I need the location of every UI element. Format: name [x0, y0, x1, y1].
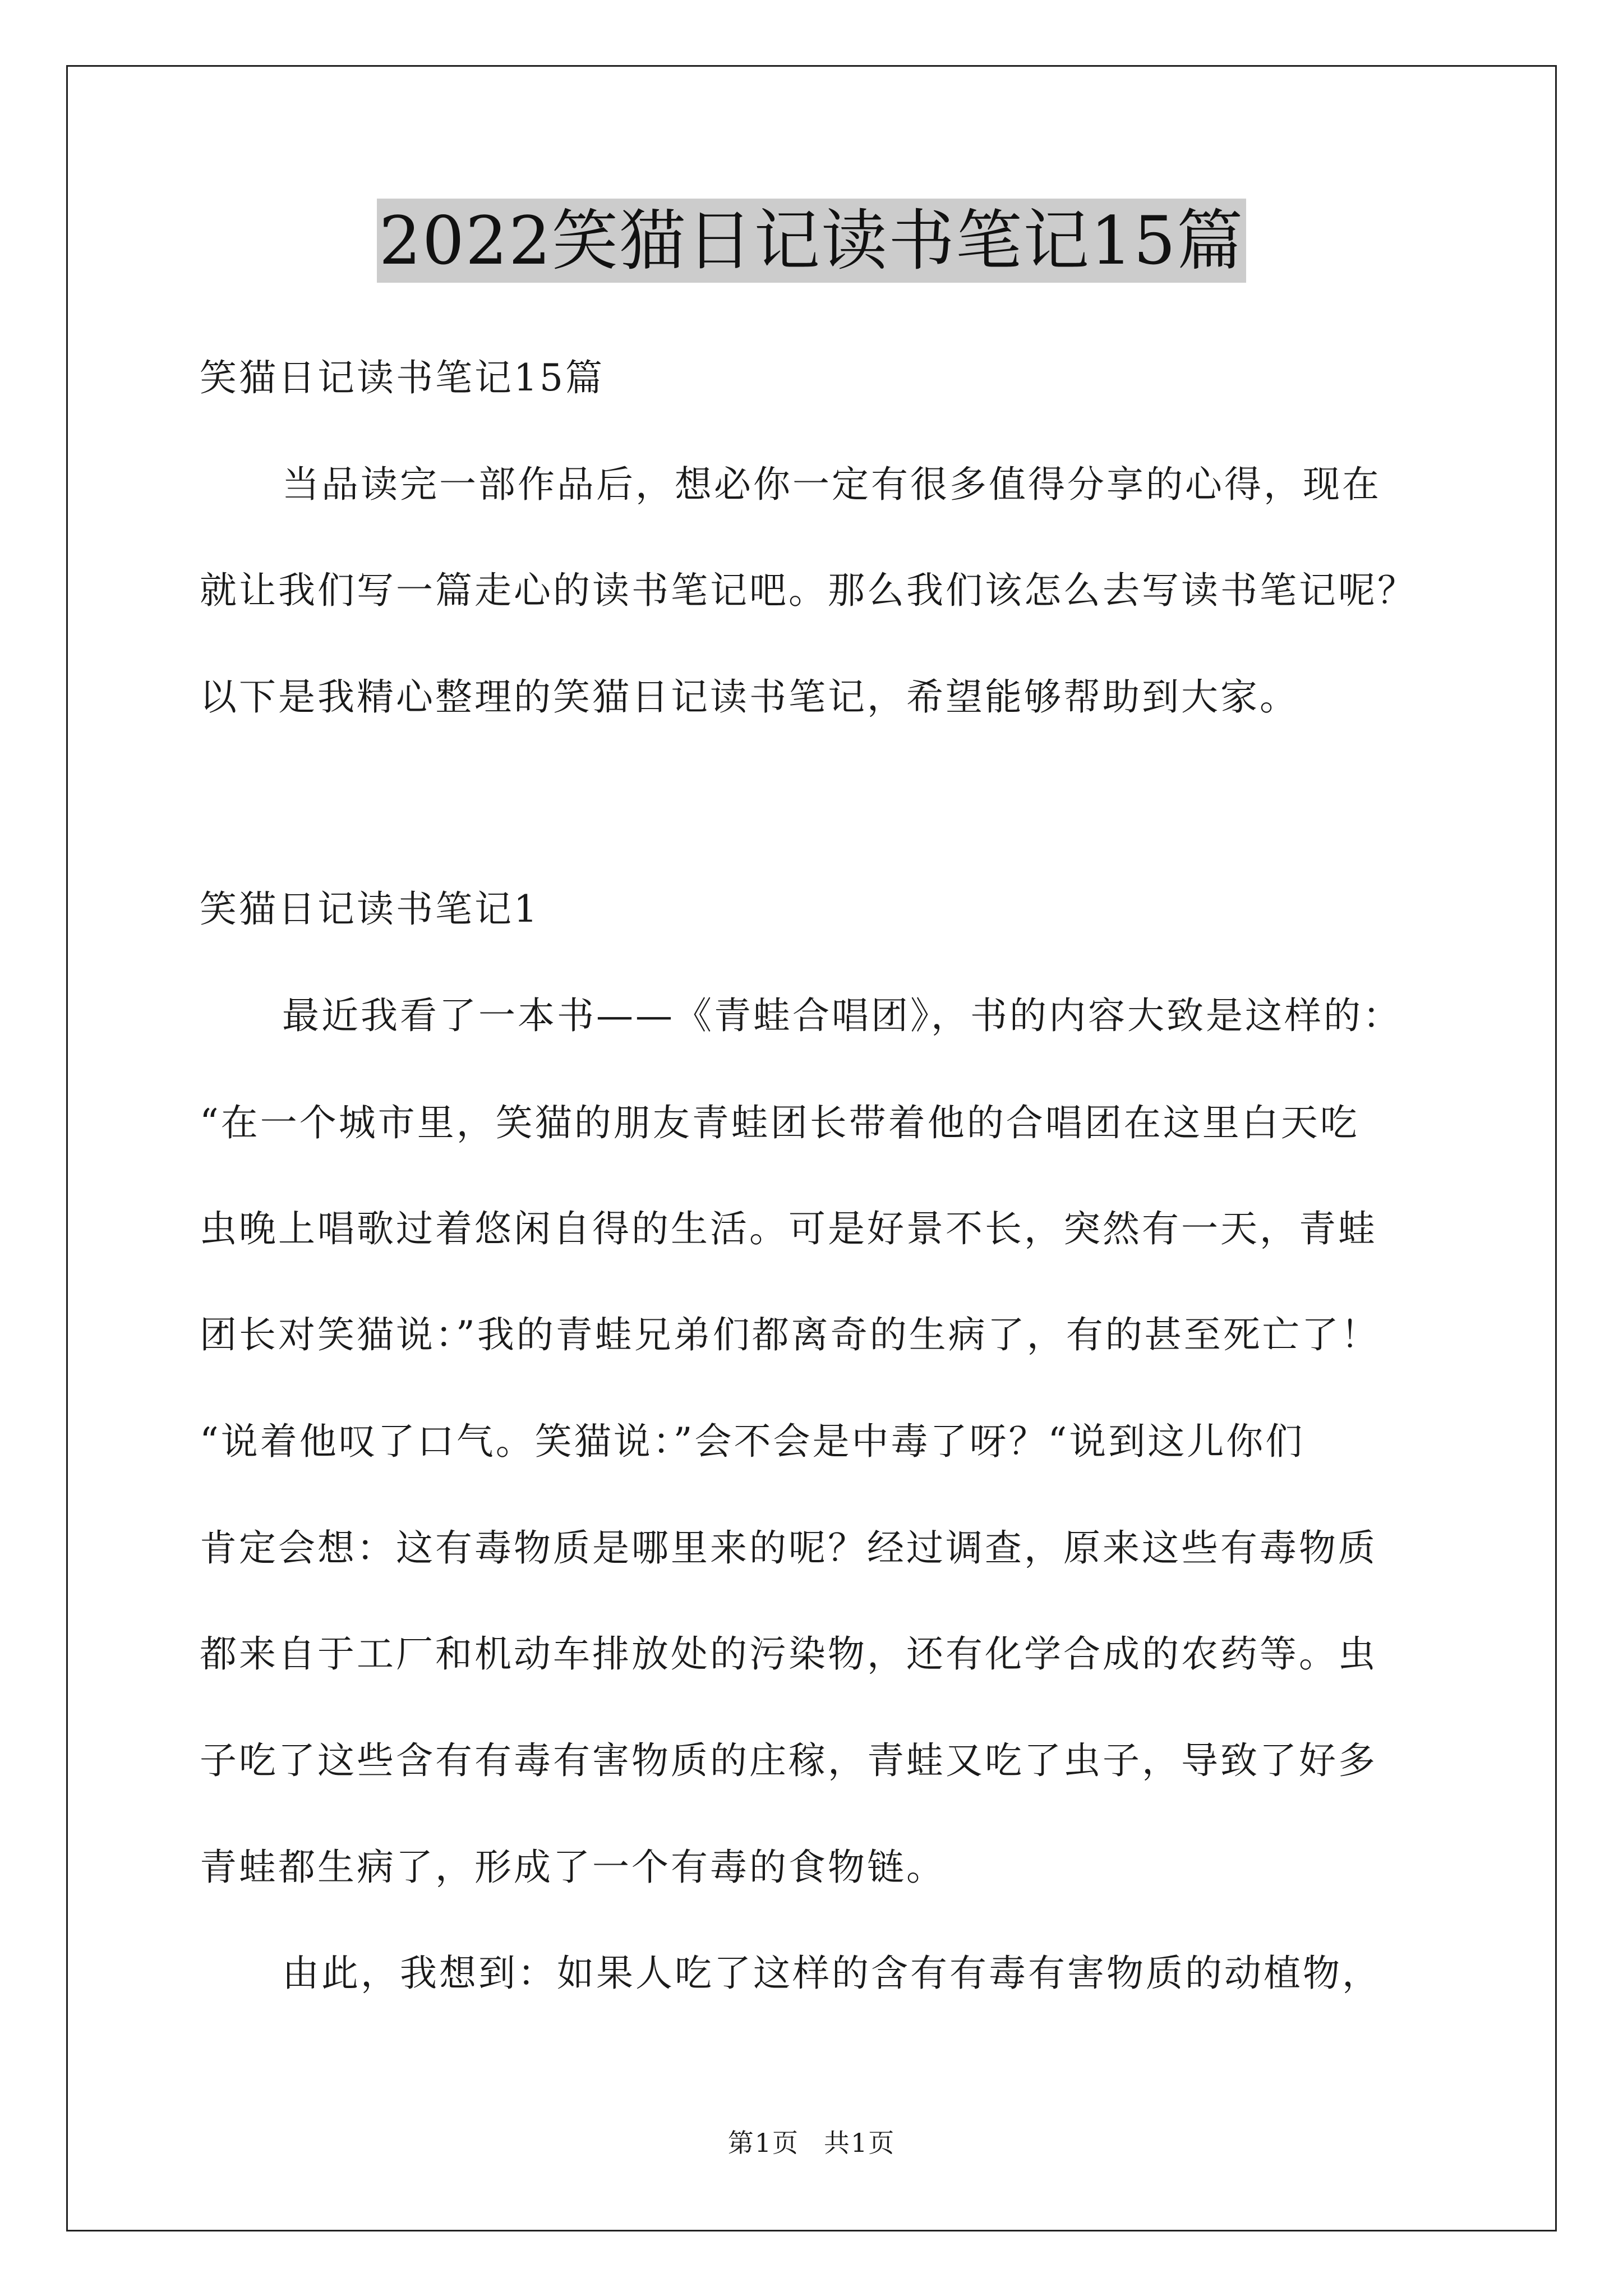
intro-line: 当品读完一部作品后，想必你一定有很多值得分享的心得，现在	[282, 463, 1381, 506]
body-line-last: 由此，我想到：如果人吃了这样的含有有毒有害物质的动植物，	[282, 1952, 1381, 1995]
body-line: 子吃了这些含有有毒有害物质的庄稼，青蛙又吃了虫子，导致了好多	[200, 1739, 1377, 1782]
intro-line: 以下是我精心整理的笑猫日记读书笔记，希望能够帮助到大家。	[200, 675, 1299, 719]
body-line: 肯定会想：这有毒物质是哪里来的呢？经过调查，原来这些有毒物质	[200, 1526, 1377, 1570]
body-line: 最近我看了一本书——《青蛙合唱团》，书的内容大致是这样的：	[282, 994, 1402, 1037]
body-line: “在一个城市里，笑猫的朋友青蛙团长带着他的合唱团在这里白天吃	[200, 1101, 1359, 1144]
body-line: 团长对笑猫说：”我的青蛙兄弟们都离奇的生病了，有的甚至死亡了！	[200, 1313, 1380, 1356]
body-line: 虫晚上唱歌过着悠闲自得的生活。可是好景不长，突然有一天，青蛙	[200, 1207, 1377, 1250]
document-title: 2022笑猫日记读书笔记15篇	[377, 199, 1246, 283]
title-container	[0, 199, 1623, 283]
body-line: 都来自于工厂和机动车排放处的污染物，还有化学合成的农药等。虫	[200, 1632, 1377, 1676]
body-line: 青蛙都生病了，形成了一个有毒的食物链。	[200, 1846, 946, 1889]
page-number: 第1页	[727, 2128, 799, 2158]
document-subtitle: 笑猫日记读书笔记15篇	[200, 356, 605, 399]
page-footer	[0, 2126, 1623, 2160]
intro-line: 就让我们写一篇走心的读书笔记吧。那么我们该怎么去写读书笔记呢？	[200, 569, 1417, 612]
page-total: 共1页	[824, 2128, 896, 2158]
section-heading: 笑猫日记读书笔记1	[200, 887, 540, 931]
body-line: “说着他叹了口气。笑猫说：”会不会是中毒了呀？“说到这儿你们	[200, 1420, 1305, 1463]
